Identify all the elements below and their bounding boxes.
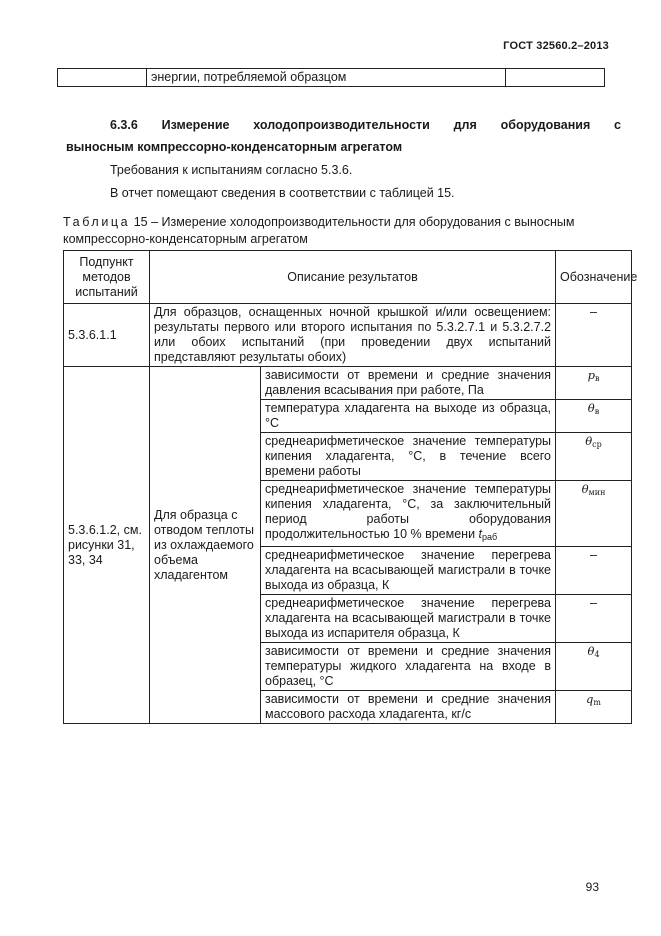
- description-cell: зависимости от времени и средние значения температуры жидкого хладагента на входе в образец, °С: [261, 643, 556, 691]
- description-cell: среднеарифметическое значение температуры кипения хладагента, °С, в течение всего времени работы: [261, 433, 556, 481]
- symbol-cell: –: [556, 304, 632, 367]
- table-row: [64, 367, 632, 400]
- description-cell: температура хладагента на выходе из образца, °С: [261, 400, 556, 433]
- section-heading: 6.3.6 Измерение холодопроизводительности для оборудования с: [110, 118, 621, 132]
- paragraph-report: В отчет помещают сведения в соответствии с таблицей 15.: [110, 186, 455, 200]
- section-heading-cont: выносным компрессорно-конденсаторным агрегатом: [66, 140, 403, 154]
- continued-table: [57, 68, 605, 87]
- results-table: [63, 250, 638, 724]
- caption-label: Таблица: [63, 215, 131, 229]
- caption-text: 15 – Измерение холодопроизводительности для оборудования с выносным компрессорно-конденсаторным агрегатом: [63, 215, 575, 246]
- symbol-cell: –: [556, 547, 632, 595]
- empty-cell: [58, 69, 147, 87]
- description-cell: среднеарифметическое значение перегрева хладагента на всасывающей магистрали в точке выхода из образца, К: [261, 547, 556, 595]
- table-row: [64, 304, 632, 367]
- symbol-cell: θср: [556, 433, 632, 481]
- symbol-cell: qm: [556, 691, 632, 724]
- symbol-cell: θмин: [556, 481, 632, 547]
- document-code: ГОСТ 32560.2–2013: [503, 40, 609, 52]
- header-description: Описание результатов: [150, 251, 556, 304]
- description-cell: среднеарифметическое значение перегрева хладагента на всасывающей магистрали в точке выхода из испарителя образца, К: [261, 595, 556, 643]
- description-cell: зависимости от времени и средние значения массового расхода хладагента, кг/с: [261, 691, 556, 724]
- page-number: 93: [585, 880, 599, 894]
- description-cell: среднеарифметическое значение температуры кипения хладагента, °С, за заключительный период работы оборудования продолжительностью 10 % времени tраб: [261, 481, 556, 547]
- table-caption: [63, 214, 623, 248]
- description-cell: Для образцов, оснащенных ночной крышкой и/или освещением: результаты первого или второго испытания по 5.3.2.7.1 и 5.3.2.7.2 или обоих испытаний (при проведении двух испытаний представляют результаты обоих): [150, 304, 556, 367]
- empty-cell: [506, 69, 605, 87]
- symbol-cell: θв: [556, 400, 632, 433]
- table-header-row: [64, 251, 632, 304]
- description-cell: зависимости от времени и средние значения давления всасывания при работе, Па: [261, 367, 556, 400]
- header-subclause: Подпункт методов испытаний: [64, 251, 150, 304]
- subclause-cell: 5.3.6.1.2, см. рисунки 31, 33, 34: [64, 367, 150, 724]
- header-symbol: Обозначение: [556, 251, 632, 304]
- paragraph-requirements: Требования к испытаниям согласно 5.3.6.: [110, 163, 353, 177]
- condition-cell: Для образца с отводом теплоты из охлаждаемого объема хладагентом: [150, 367, 261, 724]
- symbol-cell: –: [556, 595, 632, 643]
- symbol-cell: θ4: [556, 643, 632, 691]
- subclause-cell: 5.3.6.1.1: [64, 304, 150, 367]
- symbol-cell: pв: [556, 367, 632, 400]
- continued-text: энергии, потребляемой образцом: [147, 69, 506, 87]
